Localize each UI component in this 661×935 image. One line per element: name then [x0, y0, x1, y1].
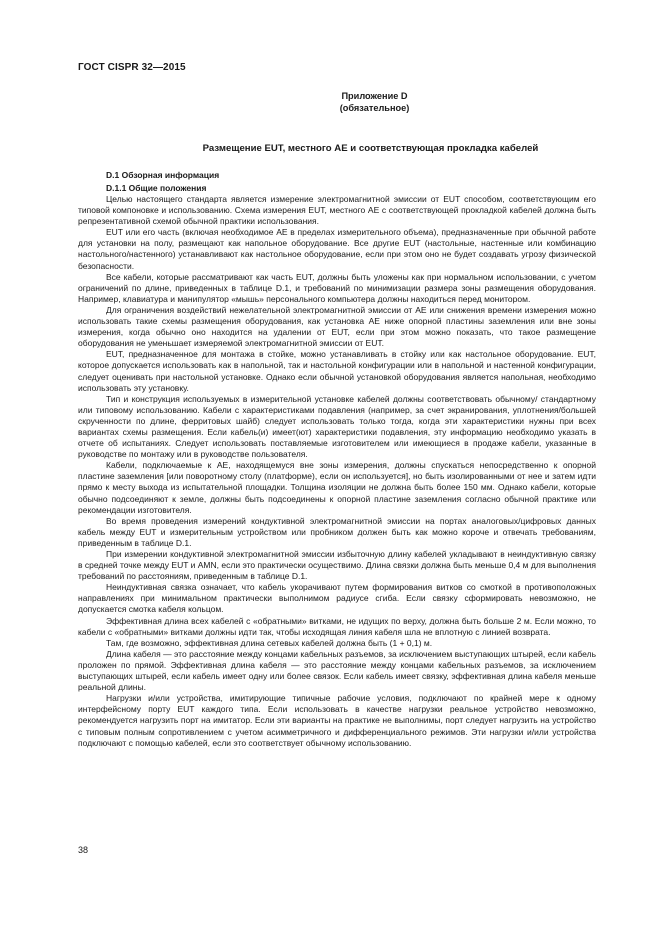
document-code: ГОСТ CISPR 32—2015 [78, 62, 186, 73]
paragraph: Все кабели, которые рассматривают как часть EUT, должны быть уложены как при нормальном использовании, с учетом ограничений по длине, приведенных в таблице D.1, и требований по минимизации размера зоны размещения оборудования. Например, клавиатура и манипулятор «мышь» персонального компьютера должны находиться перед монитором. [78, 271, 596, 304]
subsection-heading: D.1.1 Общие положения [106, 182, 207, 193]
paragraph: EUT или его часть (включая необходимое АЕ в пределах измерительного объема), предназначенные при обычной работе для установки на полу, размещают как напольное оборудование. Все другие EUT (настольные, настенные или комбинацию настольного/настенного) устанавливают как настольное оборудование, если при этом оно не будет создавать угрозу физической безопасности. [78, 227, 596, 271]
page-number: 38 [78, 845, 89, 855]
paragraph: Эффективная длина всех кабелей с «обратными» витками, не идущих по верху, должна быть больше 2 м. Если можно, то кабели с «обратными» витками должны идти так, чтобы исходящая линия кабеля шла не вплотную с линией возврата. [78, 615, 596, 637]
paragraph: Тип и конструкция используемых в измерительной установке кабелей должны соответствовать обычному/ стандартному или типовому использованию. Кабели с характеристиками подавления (например, за счет экранирования, уплотнения/большей скрученности по длине, ферритовых шайб) следует использовать только тогда, когда эти характеристики нужны при всех вариантах схемы размещения. Если кабель(и) имеет(ют) характеристики подавления, эту информацию необходимо указать в отчете об испытаниях. Следует использовать поставляемые изготовителем или имеющиеся в продаже кабели, указанные в руководстве по монтажу или в руководстве пользователя. [78, 393, 596, 460]
paragraph: Кабели, подключаемые к АЕ, находящемуся вне зоны измерения, должны спускаться непосредственно к опорной пластине заземления [или поворотному столу (платформе), если он используется], но быть изолированными от нее и затем идти прямо к месту выхода из испытательной площадки. Толщина изоляции не должна быть более 150 мм. Однако кабели, которые обычно подсоединяют к земле, должны быть подсоединены к опорной пластине заземления согласно обычной практике или рекомендации изготовителя. [78, 460, 596, 515]
paragraph: Там, где возможно, эффективная длина сетевых кабелей должна быть (1 + 0,1) м. [106, 637, 433, 648]
annex-heading [78, 90, 583, 114]
body-text [78, 169, 596, 749]
paragraph: Длина кабеля — это расстояние между концами кабельных разъемов, за исключением выступающих штырей, если кабель проложен по прямой. Эффективная длина кабеля — это расстояние между концами кабельных разъемов, за исключением выступающих штырей, если кабель имеет одну или более связок. Если кабель имеет связку, эффективная длина кабеля меньше реальной длины. [78, 648, 596, 693]
paragraph: Нагрузки и/или устройства, имитирующие типичные рабочие условия, подключают по крайней мере к одному интерфейсному порту EUT каждого типа. Если использовать в качестве нагрузки реальное устройство невозможно, рекомендуется нагрузить порт на имитатор. Если эти варианты на практике не выполнимы, порт следует нагрузить на устройство с типовым полным сопротивлением с учетом асимметричного и дифференциального режимов. Эти нагрузки и/или устройства подключают с помощью кабелей, если это соответствует обычному использованию. [78, 693, 596, 748]
section-heading: D.1 Обзорная информация [106, 170, 220, 180]
paragraph: Целью настоящего стандарта является измерение электромагнитной эмиссии от EUT способом, соответствующим его типовой компоновке и использованию. Схема измерения EUT, местного АЕ с соответствующей прокладкой кабелей должна быть репрезентативной схемой обычной практики использования. [78, 194, 596, 227]
annex-title: Приложение D [341, 91, 408, 101]
annex-status: (обязательное) [339, 103, 410, 113]
paragraph: Во время проведения измерений кондуктивной электромагнитной эмиссии на портах аналоговых/цифровых данных кабель между EUT и измерительным устройством или пробником должен быть как можно короче и отвечать требованиям, приведенным в таблице D.1. [78, 515, 596, 548]
paragraph: Неиндуктивная связка означает, что кабель укорачивают путем формирования витков со смоткой в противоположных направлениях при минимальном практически выполнимом радиусе сгиба. Если связку сформировать невозможно, не допускается смотка кабеля кольцом. [78, 582, 596, 615]
paragraph: EUT, предназначенное для монтажа в стойке, можно устанавливать в стойку или как настольное оборудование. EUT, которое допускается использовать как в напольной, так и настольной конфигурации или в напольной и настенной конфигурации, следует оценивать при настольной установке. Однако если обычной установкой оборудования является напольная, необходимо использовать эту установку. [78, 349, 596, 393]
main-title: Размещение EUT, местного АЕ и соответствующая прокладка кабелей [202, 143, 539, 154]
paragraph: Для ограничения воздействий нежелательной электромагнитной эмиссии от АЕ или снижения времени измерения можно использовать такие схемы размещения оборудования, как установка АЕ ниже опорной пластины заземления или вне зоны измерения, когда обычно оно находится на удалении от EUT, если при этом можно показать, что такое размещение оборудования не уменьшает измеряемой электромагнитной эмиссии от EUT. [78, 304, 596, 349]
paragraph: При измерении кондуктивной электромагнитной эмиссии избыточную длину кабелей укладывают в неиндуктивную связку в средней точке между EUT и AMN, если это практически осуществимо. Длина связки должна быть меньше 0,4 м для выполнения требований по расстояниям, приведенным в таблице D.1. [78, 549, 596, 582]
